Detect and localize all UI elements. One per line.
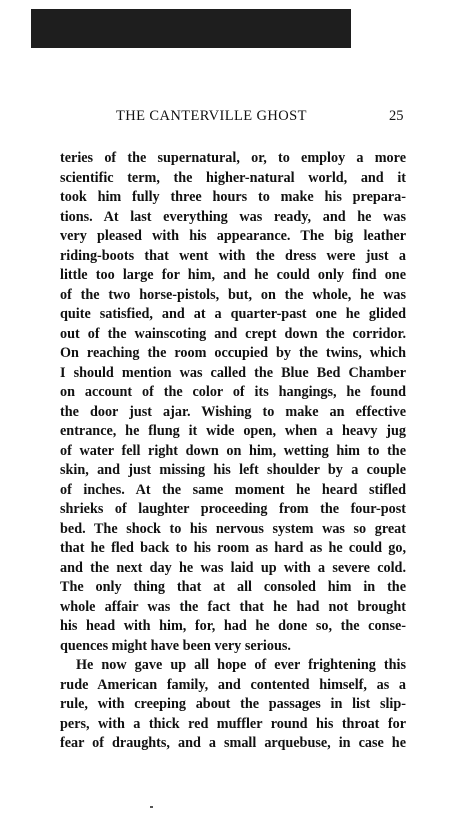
text-line: the door just ajar. Wishing to make an effective [60,403,406,420]
footer-mark [150,806,153,808]
text-line: rule, with creeping about the passages in list slip- [60,696,406,712]
text-line: pers, with a thick red muffler round his throat for [60,715,406,732]
redaction-bar [31,9,351,48]
text-line: and the next day he was laid up with a severe cold. [60,559,406,576]
text-line: teries of the supernatural, or, to employ a more [60,150,406,166]
text-line: very pleased with his appearance. The big leather [60,228,406,244]
text-line: that he fled back to his room as hard as he could go, [60,540,406,556]
text-line: entrance, he flung it wide open, when a heavy jug [60,423,406,439]
text-line: fear of draughts, and a small arquebuse, in case he [60,735,406,751]
paragraph-1 [60,149,406,656]
text-line: little too large for him, and he could only find one [60,267,406,283]
text-line: quences might have been very serious. [60,637,291,654]
text-line: On reaching the room occupied by the twins, which [60,345,406,361]
text-line: He now gave up all hope of ever frightening this [76,657,406,673]
text-line: shrieks of laughter proceeding from the four-post [60,501,406,517]
text-line: quite satisfied, and at a quarter-past one he glided [60,306,406,322]
text-line: I should mention was called the Blue Bed Chamber [60,364,406,381]
text-line: whole affair was the fact that he had not brought [60,598,406,615]
text-line: skin, and just missing his left shoulder by a couple [60,462,406,478]
text-line: The only thing that at all consoled him in the [60,579,406,595]
running-title: THE CANTERVILLE GHOST [116,108,307,124]
body-text [60,149,406,754]
text-line: bed. The shock to his nervous system was so great [60,520,406,537]
text-line: riding-boots that went with the dress were just a [60,247,406,264]
text-line: took him fully three hours to make his prepara- [60,189,406,205]
text-line: out of the wainscoting and crept down the corridor. [60,325,406,342]
text-line: of water fell right down on him, wetting him to the [60,442,406,459]
text-line: on account of the color of its hangings, he found [60,384,406,400]
text-line: of inches. At the same moment he heard stifled [60,481,406,498]
text-line: rude American family, and contented himself, as a [60,676,406,693]
text-line: scientific term, the higher-natural world, and it [60,169,406,186]
text-line: tions. At last everything was ready, and he was [60,208,406,225]
paragraph-2 [60,656,406,754]
text-line: of the two horse-pistols, but, on the whole, he was [60,286,406,303]
running-head [0,108,469,128]
text-line: his head with him, for, had he done so, the conse- [60,618,406,634]
page-number: 25 [389,108,404,124]
